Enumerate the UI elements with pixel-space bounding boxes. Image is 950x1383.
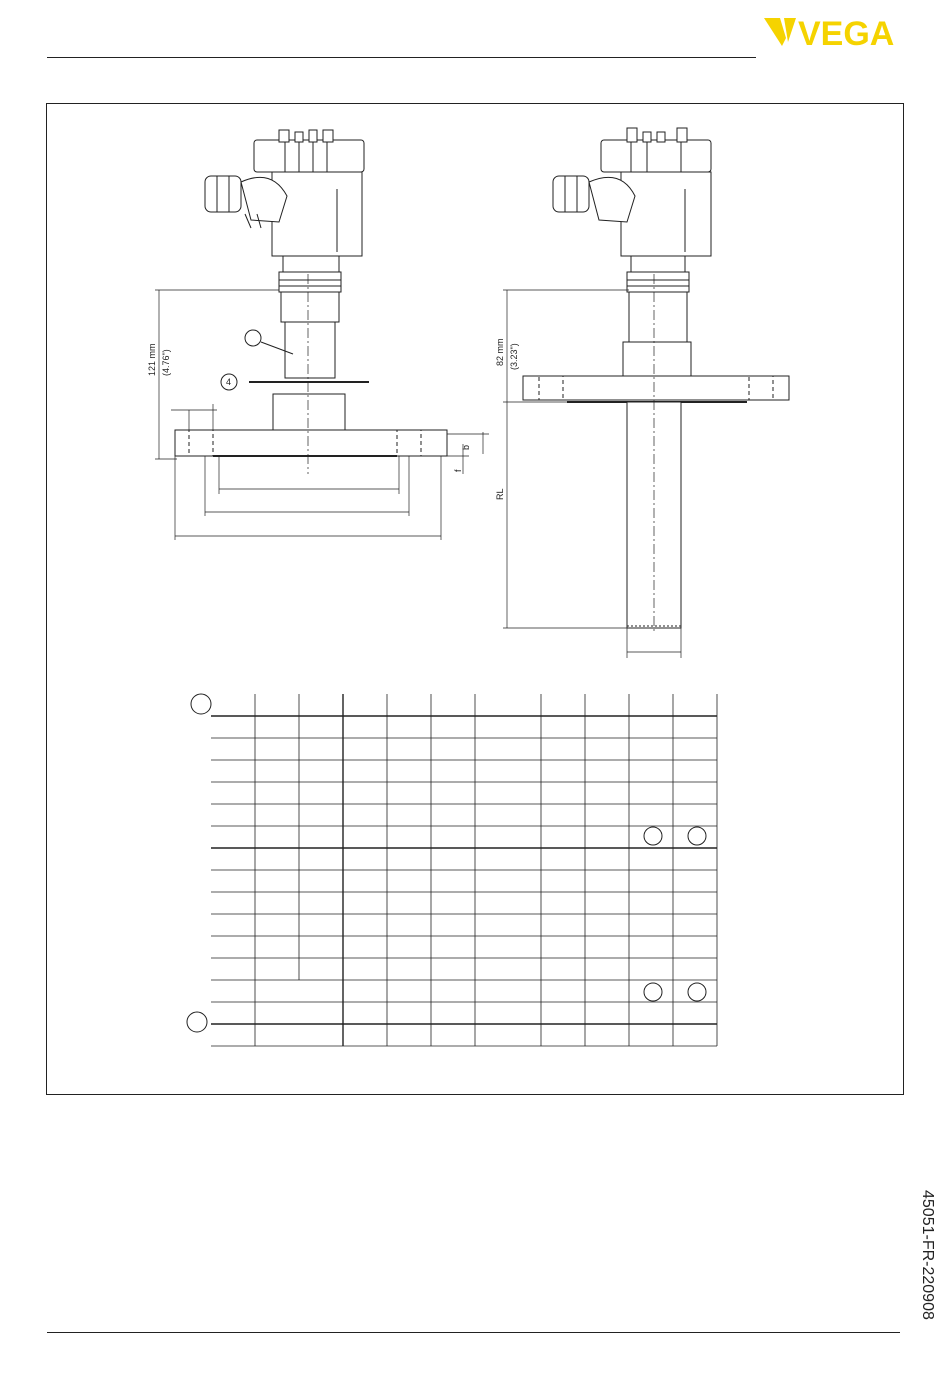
header-rule <box>47 57 756 58</box>
footer-rule <box>47 1332 900 1333</box>
callout-4: 4 <box>226 377 232 387</box>
right-device-view <box>503 128 789 658</box>
drawing-frame <box>46 103 904 1095</box>
label-rl: RL <box>495 488 505 500</box>
dimension-table <box>187 694 717 1046</box>
left-height-mm-label: 121 mm <box>147 343 157 376</box>
document-code: 45051-FR-220908 <box>919 1190 936 1320</box>
left-height-in-label: (4.76") <box>161 349 171 376</box>
label-f: f <box>453 469 463 472</box>
left-device-view <box>155 130 489 540</box>
brand-name: VEGA <box>798 15 895 52</box>
right-height-mm-label: 82 mm <box>495 338 505 366</box>
label-b: b <box>461 444 471 450</box>
right-height-in-label: (3.23") <box>509 343 519 370</box>
technical-drawing <box>47 104 903 1094</box>
vega-logo <box>762 12 904 52</box>
